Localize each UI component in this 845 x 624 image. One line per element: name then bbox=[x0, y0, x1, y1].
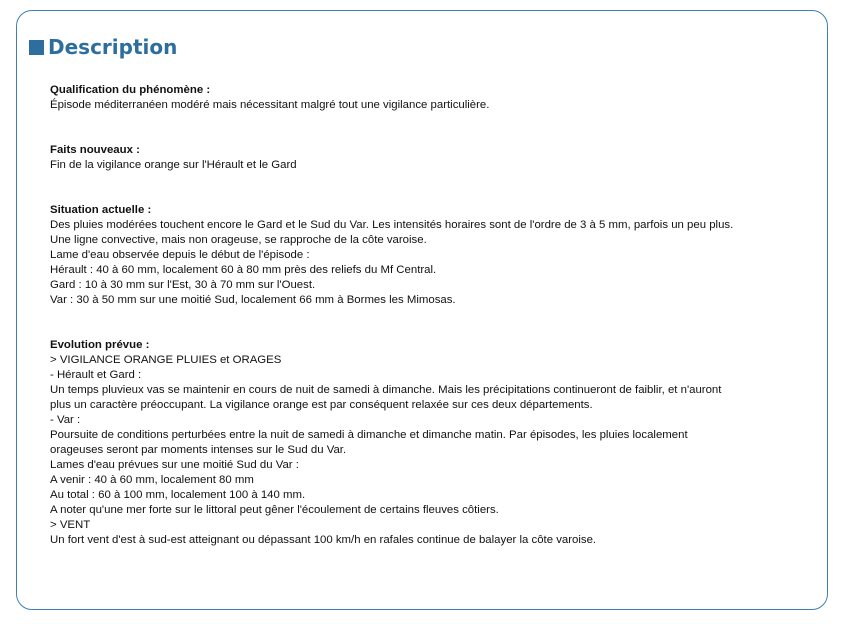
text-line: - Hérault et Gard : bbox=[50, 369, 142, 381]
text-line: orageuses seront par moments intenses sur le Sud du Var. bbox=[50, 444, 347, 456]
section-title: Evolution prévue : bbox=[50, 339, 150, 351]
text-line: Une ligne convective, mais non orageuse, se rapproche de la côte varoise. bbox=[50, 234, 427, 246]
text-line: Var : 30 à 50 mm sur une moitié Sud, localement 66 mm à Bormes les Mimosas. bbox=[50, 294, 456, 306]
text-line: Gard : 10 à 30 mm sur l'Est, 30 à 70 mm sur l'Ouest. bbox=[50, 279, 316, 291]
text-line: plus un caractère préoccupant. La vigilance orange est par conséquent relaxée sur ces deux départements. bbox=[50, 399, 593, 411]
text-line: Au total : 60 à 100 mm, localement 100 à 140 mm. bbox=[50, 489, 306, 501]
section-faits-nouveaux bbox=[50, 143, 810, 173]
section-title: Faits nouveaux : bbox=[50, 144, 140, 156]
section-situation-actuelle bbox=[50, 203, 810, 308]
text-line: Fin de la vigilance orange sur l'Hérault et le Gard bbox=[50, 159, 297, 171]
text-line: Lame d'eau observée depuis le début de l'épisode : bbox=[50, 249, 310, 261]
section-title: Situation actuelle : bbox=[50, 204, 152, 216]
description-content bbox=[50, 83, 810, 578]
text-line: > VENT bbox=[50, 519, 91, 531]
text-line: Hérault : 40 à 60 mm, localement 60 à 80 mm près des reliefs du Mf Central. bbox=[50, 264, 437, 276]
text-line: Un fort vent d'est à sud-est atteignant ou dépassant 100 km/h en rafales continue de balayer la côte varoise. bbox=[50, 534, 597, 546]
text-line: Épisode méditerranéen modéré mais nécessitant malgré tout une vigilance particulière. bbox=[50, 99, 490, 111]
section-title: Qualification du phénomène : bbox=[50, 84, 211, 96]
description-heading bbox=[29, 35, 177, 59]
square-bullet-icon bbox=[29, 40, 44, 55]
text-line: - Var : bbox=[50, 414, 81, 426]
section-evolution-prevue bbox=[50, 338, 810, 548]
description-panel bbox=[16, 10, 828, 610]
text-line: A noter qu'une mer forte sur le littoral peut gêner l'écoulement de certains fleuves côtiers. bbox=[50, 504, 499, 516]
description-title: Description bbox=[48, 35, 178, 59]
text-line: Un temps pluvieux vas se maintenir en cours de nuit de samedi à dimanche. Mais les précipitations continueront de faiblir, et n'auront bbox=[50, 384, 722, 396]
text-line: Des pluies modérées touchent encore le Gard et le Sud du Var. Les intensités horaires sont de l'ordre de 3 à 5 mm, parfois un peu plus. bbox=[50, 219, 734, 231]
text-line: Lames d'eau prévues sur une moitié Sud du Var : bbox=[50, 459, 299, 471]
section-qualification bbox=[50, 83, 810, 113]
text-line: > VIGILANCE ORANGE PLUIES et ORAGES bbox=[50, 354, 282, 366]
text-line: A venir : 40 à 60 mm, localement 80 mm bbox=[50, 474, 254, 486]
text-line: Poursuite de conditions perturbées entre la nuit de samedi à dimanche et dimanche matin. Par épisodes, les pluies localement bbox=[50, 429, 688, 441]
